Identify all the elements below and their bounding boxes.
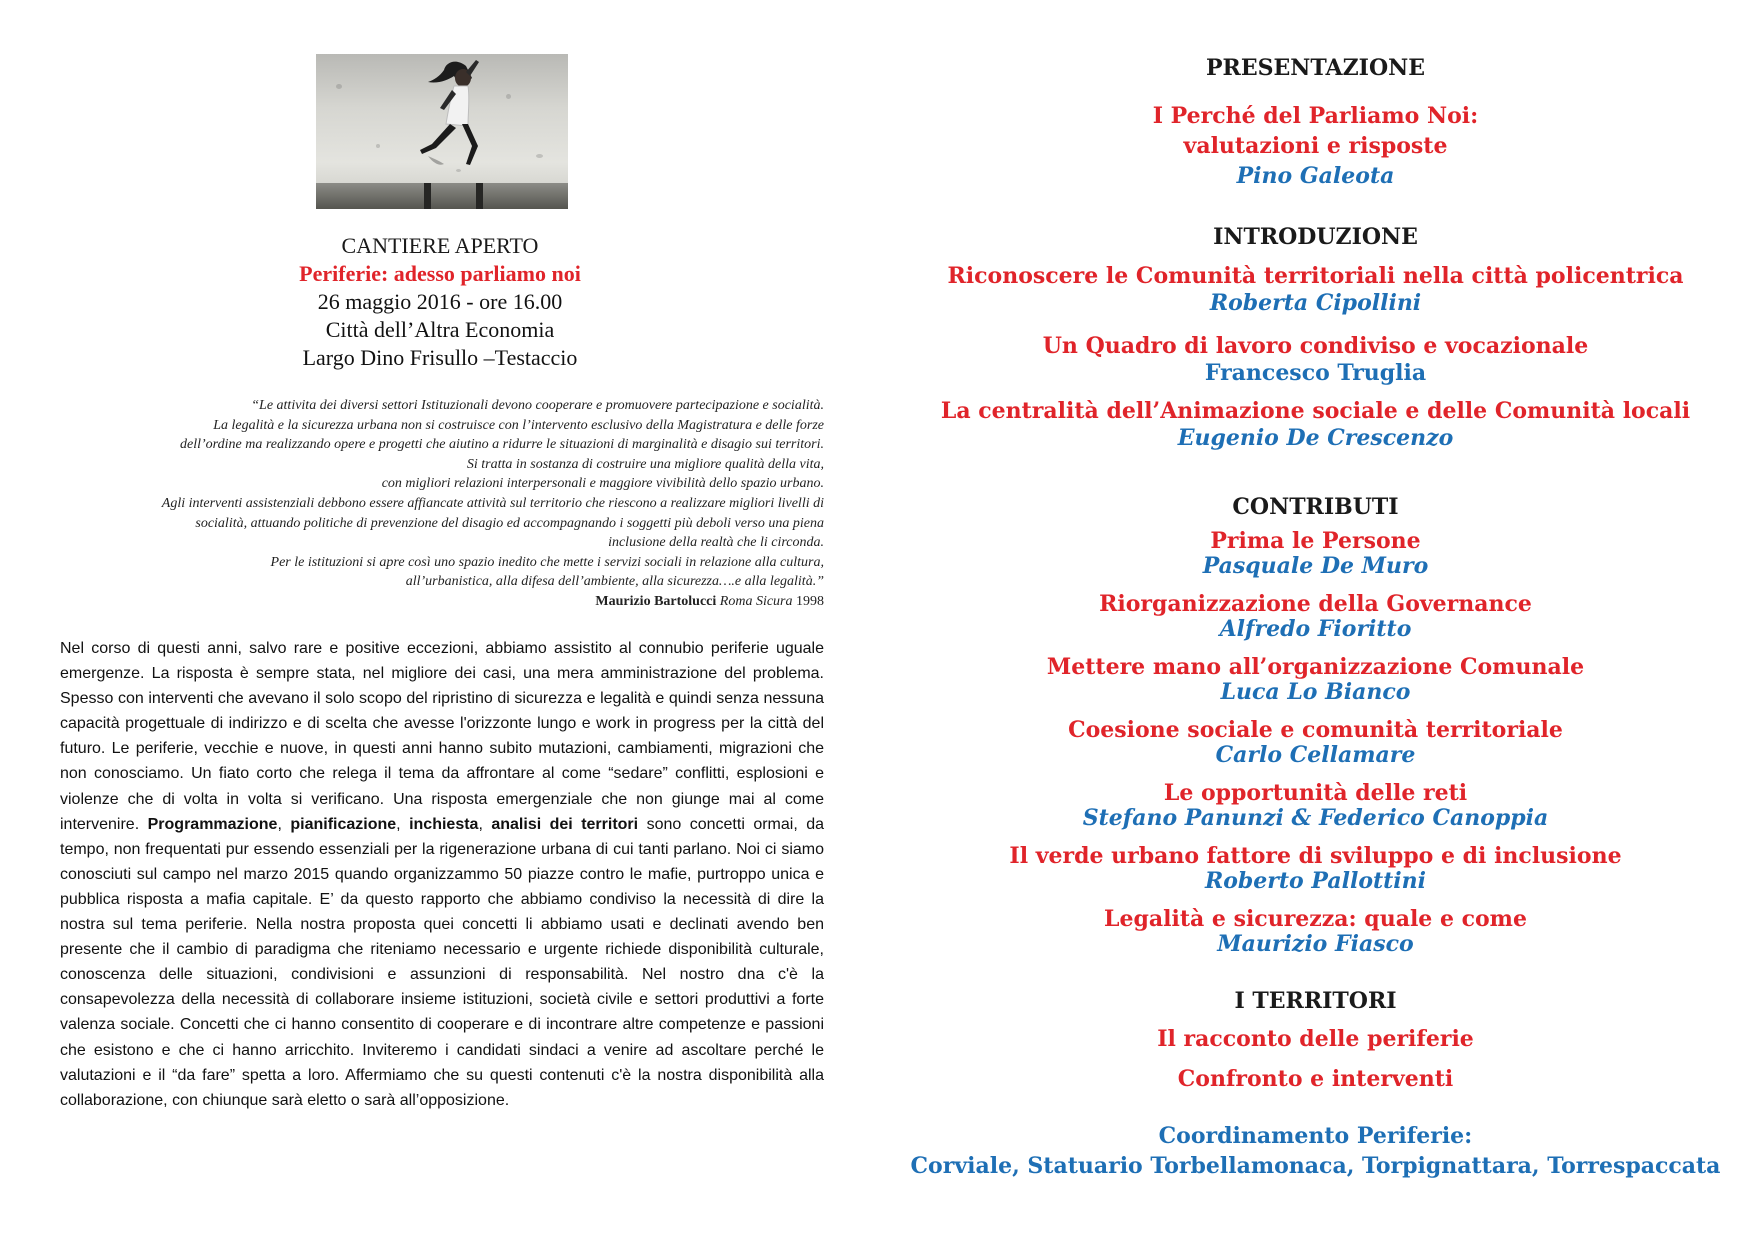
event-venue: Città dell’Altra Economia: [325, 317, 555, 342]
program-panel: [877, 0, 1754, 1240]
contributi-item-title: Mettere mano all’organizzazione Comunale: [1046, 654, 1585, 680]
event-address: Largo Dino Frisullo –Testaccio: [302, 345, 578, 370]
contributi-item-speaker: Maurizio Fiasco: [1217, 931, 1414, 957]
keyword-analisi-territori: analisi dei territori: [491, 815, 639, 833]
introduzione-item-speaker: Eugenio De Crescenzo: [1177, 425, 1454, 451]
contributi-item-speaker: Pasquale De Muro: [1202, 553, 1429, 579]
intro-paragraph: [60, 636, 824, 1113]
quote-line: Si tratta in sostanza di costruire una migliore qualità della vita,: [466, 456, 824, 472]
introduzione-item-title: Un Quadro di lavoro condiviso e vocazionale: [1042, 333, 1589, 359]
quote-author: Maurizio Bartolucci: [595, 593, 717, 609]
quote-line: Agli interventi assistenziali debbono essere affiancate attività sul territorio che riescono a realizzare migliori livelli di: [161, 495, 824, 511]
quote-line: inclusione della realtà che li circonda.: [608, 535, 824, 551]
introduzione-item-title: Riconoscere le Comunità territoriali nella città policentrica: [947, 263, 1684, 289]
heading-introduzione: INTRODUZIONE: [1213, 224, 1418, 250]
heading-contributi: CONTRIBUTI: [1232, 494, 1399, 520]
quote-line: La legalità e la sicurezza urbana non si costruisce con l’intervento esclusivo della Magistratura e delle forze: [213, 417, 824, 433]
contributi-item-title: Riorganizzazione della Governance: [1099, 591, 1532, 617]
jumping-girl-figure: [316, 54, 568, 209]
quote-line: “Le attivita dei diversi settori Istituzionali devono cooperare e promuovere partecipazione e socialità.: [251, 398, 824, 413]
quote-block: [60, 396, 824, 612]
heading-presentazione: PRESENTAZIONE: [1206, 55, 1425, 81]
contributi-item-speaker: Carlo Cellamare: [1215, 742, 1416, 768]
quote-attribution: [60, 592, 824, 612]
introduzione-item-title: La centralità dell’Animazione sociale e delle Comunità locali: [940, 398, 1691, 424]
heading-territori: I TERRITORI: [1234, 988, 1397, 1014]
quote-line: socialità, attuando politiche di prevenzione del disagio ed accompagnando i soggetti più deboli verso una piena: [195, 515, 824, 531]
event-subtitle: Periferie: adesso parliamo noi: [299, 261, 581, 286]
keyword-programmazione: Programmazione: [147, 815, 278, 833]
contributi-item-speaker: Roberto Pallottini: [1204, 868, 1427, 894]
contributi-item-title: Legalità e sicurezza: quale e come: [1104, 906, 1527, 932]
introduzione-item-speaker: Francesco Truglia: [1204, 360, 1427, 386]
event-title: CANTIERE APERTO: [341, 233, 539, 258]
presentazione-title-line1: I Perché del Parliamo Noi:: [1152, 103, 1479, 129]
quote-work: Roma Sicura: [719, 593, 793, 609]
quote-line: Per le istituzioni si apre così uno spazio inedito che mette i servizi sociali in relazione alla cultura,: [270, 554, 824, 570]
contributi-item-speaker: Alfredo Fioritto: [1219, 616, 1412, 642]
contributi-item-title: Le opportunità delle reti: [1163, 780, 1468, 806]
keyword-inchiesta: inchiesta: [409, 815, 479, 833]
separator: ,: [478, 815, 492, 833]
territori-item: Il racconto delle periferie: [1157, 1026, 1474, 1052]
separator: ,: [277, 815, 291, 833]
quote-line: all’urbanistica, alla difesa dell’ambiente, alla sicurezza….e alla legalità.”: [405, 574, 824, 590]
contributi-item-title: Coesione sociale e comunità territoriale: [1068, 717, 1563, 743]
introduzione-item-speaker: Roberta Cipollini: [1209, 290, 1422, 316]
quote-year: 1998: [796, 593, 824, 609]
presentazione-speaker: Pino Galeota: [1236, 163, 1395, 189]
event-date: 26 maggio 2016 - ore 16.00: [317, 289, 563, 314]
paragraph-text: sono concetti ormai, da tempo, non frequentati pur essendo essenziali per la rigenerazione urbana di cui tanti parlano. Noi ci siamo conosciuti sul campo nel marzo 2015 quando organizzammo 50 piazze contro le mafie, purtroppo unica e pubblica risposta a mafia capitale. E’ da questo rapporto che abbiamo condiviso la necessità di dire la nostra sul tema periferie. Nella nostra proposta quei concetti li abbiamo usati e declinati avendo ben presente che il cambio di paradigma che riteniamo necessario e urgente richiede disponibilità culturale, conoscenza delle situazioni, condivisioni e assunzioni di responsabilità. Nel nostro dna c'è la consapevolezza della necessità di collaborare insieme istituzioni, società civile e settori produttivi a forte valenza sociale. Concetti che ci hanno consentito di cooperare e di incontrare altre competenze e passioni che esistono e che ci hanno arricchito. Inviteremo i candidati sindaci a venire ad ascoltare perché le valutazioni e il “da fare” spetta a loro. Affermiamo che su questi contenuti c'è la nostra disponibilità alla collaborazione, con chiunque sarà eletto o sarà all’opposizione.: [60, 815, 825, 1109]
header-photo: [316, 54, 568, 209]
coordinamento-title: Coordinamento Periferie:: [1158, 1123, 1473, 1149]
coordinamento-members: Corviale, Statuario Torbellamonaca, Torpignattara, Torrespaccata: [910, 1153, 1721, 1179]
contributi-item-speaker: Stefano Panunzi & Federico Canoppia: [1082, 805, 1549, 831]
keyword-pianificazione: pianificazione: [290, 815, 397, 833]
quote-line: con migliori relazioni interpersonali e maggiore vivibilità dello spazio urbano.: [381, 476, 824, 492]
quote-line: dell’ordine ma realizzando opere e progetti che aiutino a ridurre le situazioni di marginalità e disagio sui territori.: [180, 437, 824, 453]
separator: ,: [396, 815, 410, 833]
paragraph-text: Nel corso di questi anni, salvo rare e positive eccezioni, abbiamo assistito al connubio periferie uguale emergenze. La risposta è sempre stata, nel migliore dei casi, una mera amministrazione del problema. Spesso con interventi che avevano il solo scopo del ripristino di sicurezza e legalità e quindi senza nessuna capacità progettuale di indirizzo e di scelta che avesse l'orizzonte lungo e work in progress per la città del futuro. Le periferie, vecchie e nuove, in questi anni hanno subito mutazioni, cambiamenti, migrazioni che non conosciamo. Un fiato corto che relega il tema da affrontare al come “sedare” conflitti, esplosioni e violenze che di volta in volta si verificano. Una risposta emergenziale che non giunge mai al come intervenire.: [60, 640, 824, 833]
contributi-item-speaker: Luca Lo Bianco: [1220, 679, 1411, 705]
event-info: [180, 232, 700, 372]
contributi-item-title: Il verde urbano fattore di sviluppo e di inclusione: [1009, 843, 1622, 869]
contributi-item-title: Prima le Persone: [1210, 528, 1421, 554]
presentazione-title-line2: valutazioni e risposte: [1183, 133, 1448, 159]
territori-item: Confronto e interventi: [1177, 1066, 1454, 1092]
